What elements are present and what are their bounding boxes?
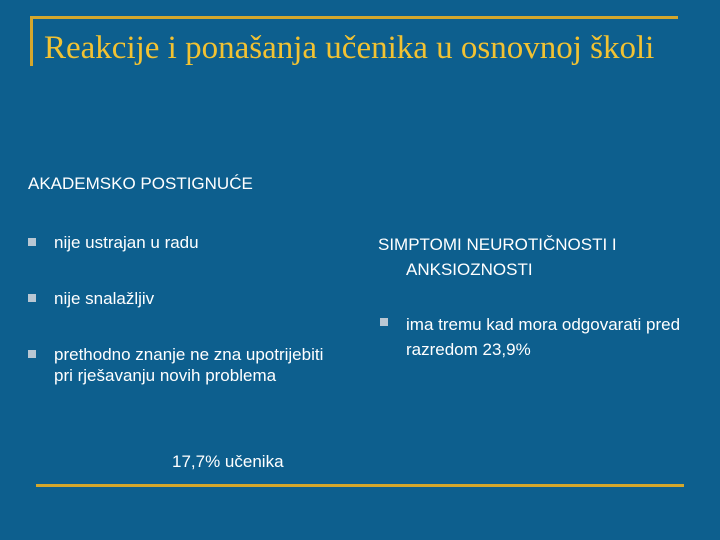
academic-summary: 17,7% učenika bbox=[172, 452, 284, 471]
slide-title: Reakcije i ponašanja učenika u osnovnoj školi bbox=[44, 30, 655, 66]
square-bullet-icon bbox=[28, 294, 36, 302]
list-item bbox=[26, 288, 346, 309]
top-rule bbox=[30, 16, 678, 19]
square-bullet-icon bbox=[28, 350, 36, 358]
list-item-text: prethodno znanje ne zna upotrijebiti pri rješavanju novih problema bbox=[54, 345, 324, 385]
square-bullet-icon bbox=[28, 238, 36, 246]
section-heading-neuroticism: SIMPTOMI NEUROTIČNOSTI I ANKSIOZNOSTI bbox=[378, 235, 617, 279]
left-rule bbox=[30, 16, 33, 66]
list-item-text: ima tremu kad mora odgovarati pred razredom 23,9% bbox=[406, 315, 681, 359]
list-item bbox=[26, 232, 346, 253]
list-item bbox=[378, 312, 698, 362]
section-heading-academic: AKADEMSKO POSTIGNUĆE bbox=[28, 174, 253, 193]
square-bullet-icon bbox=[380, 318, 388, 326]
list-item bbox=[26, 344, 346, 386]
neuroticism-list bbox=[378, 312, 698, 362]
academic-list bbox=[26, 232, 346, 386]
list-item-text: nije ustrajan u radu bbox=[54, 233, 199, 252]
list-item-text: nije snalažljiv bbox=[54, 289, 155, 308]
bottom-rule bbox=[36, 484, 684, 487]
